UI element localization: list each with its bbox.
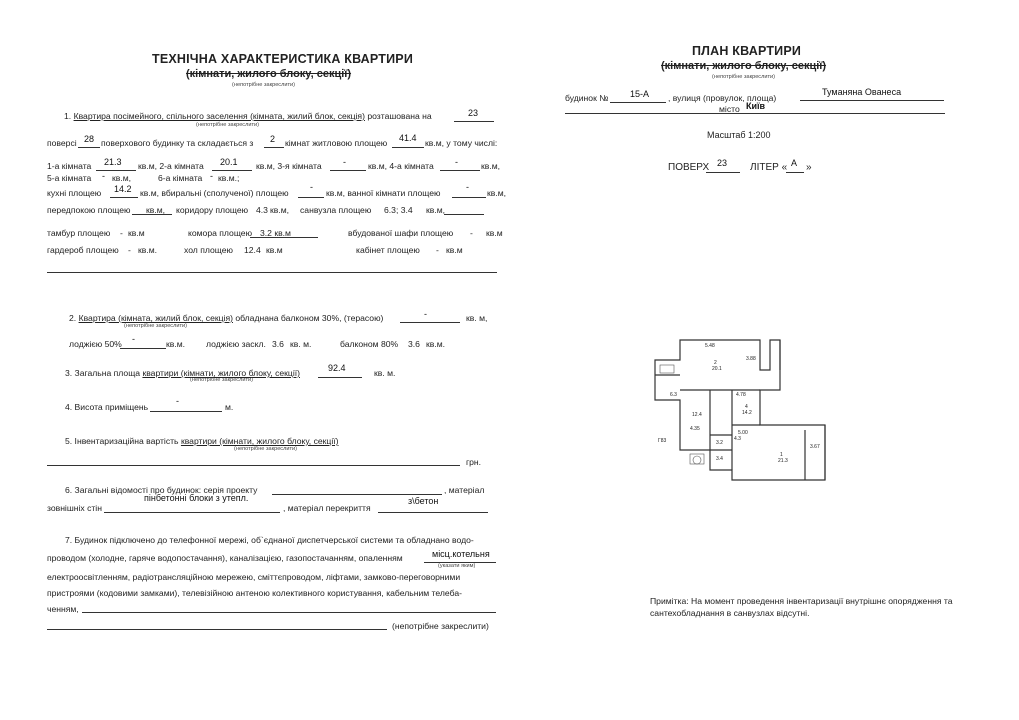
walls-label: зовнішніх стін: [47, 503, 102, 513]
p5-note: (непотрібне закреслити): [234, 446, 298, 452]
balcony80-value: 3.6: [408, 339, 420, 349]
p7-note: (непотрібне закреслити): [392, 621, 489, 631]
p3-note: (непотрібне закреслити): [190, 377, 254, 383]
p3-line: [65, 368, 300, 378]
sanuzel-value: 6.3; 3.4: [384, 205, 413, 215]
room5-value: -: [102, 171, 105, 181]
p6-label: 6. Загальні відомості про будинок: серія проекту: [65, 485, 258, 495]
p1-living-label: кімнат житловою площею: [285, 138, 388, 148]
hall-unit: кв.м,: [146, 205, 166, 215]
street-label: , вулиця (провулок, площа): [668, 93, 777, 103]
scale: Масштаб 1:200: [707, 130, 771, 140]
room4-value: -: [455, 157, 458, 167]
svg-text:1: 1: [780, 452, 783, 458]
tambur-unit: кв.м: [128, 228, 145, 238]
room3-value: -: [343, 157, 346, 167]
room1-value: 21.3: [104, 157, 122, 167]
wc-label: кв.м, вбиральні (сполученої) площею: [140, 188, 289, 198]
room5-label: 5-а кімната: [47, 173, 92, 183]
floors-material: з\бетон: [408, 496, 439, 506]
p7-line3: електроосвітленням, радіотрансляційною мережею, сміттєпроводом, ліфтами, замково-переговорними: [47, 572, 461, 582]
room1-label: 1-а кімната: [47, 161, 92, 171]
room6-unit: кв.м.;: [218, 173, 240, 183]
p3-text: 3. Загальна площа: [65, 368, 143, 378]
p1-floor-label: поверсі: [47, 138, 77, 148]
p3-total: 92.4: [328, 363, 346, 373]
p5-unit: грн.: [466, 457, 482, 467]
svg-text:5.48: 5.48: [705, 343, 715, 349]
p7-heating: місц.котельня: [432, 549, 490, 559]
plan-tag-circle: [693, 456, 701, 464]
p1-building-label: поверхового будинку та складається з: [101, 138, 254, 148]
svg-text:3.4: 3.4: [716, 456, 723, 462]
tambur-label: тамбур площею: [47, 228, 111, 238]
p2-num: 2.: [69, 313, 79, 323]
svg-text:4: 4: [745, 404, 748, 410]
p6-material-label: , матеріал: [444, 485, 485, 495]
p2-text: обладнана балконом 30%, (терасою): [232, 313, 384, 323]
city-label: місто: [719, 104, 740, 114]
loggia50-label: лоджією 50%: [69, 339, 122, 349]
p1-living-area: 41.4: [399, 133, 417, 143]
p7-line1: 7. Будинок підключено до телефонної мережі, об`єднаної диспетчерської системи та обладнано водо-: [65, 535, 474, 545]
sanuzel-unit: кв.м,: [426, 205, 446, 215]
right-note-strike: (непотрібне закреслити): [712, 74, 776, 80]
sanuzel-label: санвузла площею: [300, 205, 372, 215]
liter-end: »: [806, 162, 812, 173]
city-value: Київ: [746, 101, 766, 111]
p7-heating-note: (указати яким): [438, 563, 476, 569]
p1-floors-total: 28: [84, 134, 95, 144]
floor-label: ПОВЕРХ: [668, 162, 710, 173]
loggia50-unit: кв.м.: [166, 339, 186, 349]
svg-text:3.67: 3.67: [810, 444, 820, 450]
right-title: ПЛАН КВАРТИРИ: [692, 44, 802, 58]
bath-value: -: [466, 182, 469, 192]
floors-material-label: , матеріал перекриття: [283, 503, 371, 513]
room4-label: кв.м, 4-а кімната: [368, 161, 434, 171]
left-note-strike: (непотрібне закреслити): [232, 82, 296, 88]
kitchen-label: кухні площею: [47, 188, 102, 198]
house-value: 15-А: [630, 89, 650, 99]
room6-value: -: [210, 171, 213, 181]
kabinet-label: кабінет площею: [356, 245, 420, 255]
svg-text:Г83: Г83: [658, 438, 667, 444]
p2-object: Квартира (кімната, жилий блок, секція): [78, 313, 233, 323]
room4-unit: кв.м,: [481, 161, 501, 171]
p2-line1: [69, 313, 383, 323]
p1-including: кв.м, у тому числі:: [425, 138, 498, 148]
p1-rooms: 2: [270, 134, 276, 144]
wc-value: -: [310, 182, 313, 192]
note-line1: Примітка: На момент проведення інвентаризації внутрішнє опорядження та: [650, 596, 953, 606]
room2-label: кв.м, 2-а кімната: [138, 161, 204, 171]
hol-value: 12.4: [244, 245, 261, 255]
svg-text:20.1: 20.1: [712, 366, 722, 372]
corridor-unit: кв.м,: [270, 205, 290, 215]
loggia-zaskl-label: лоджією заскл.: [206, 339, 266, 349]
hol-label: хол площею: [184, 245, 233, 255]
garderob-label: гардероб площею: [47, 245, 119, 255]
balcony80-label: балконом 80%: [340, 339, 399, 349]
room6-label: 6-а кімната: [158, 173, 203, 183]
street-value: Туманяна Ованеса: [822, 87, 902, 97]
liter-value: А: [791, 158, 798, 168]
p1-num: 1.: [64, 111, 74, 121]
balcony80-unit: кв.м.: [426, 339, 446, 349]
shafy-label: вбудованої шафи площею: [348, 228, 454, 238]
p2-unit: кв. м,: [466, 313, 488, 323]
shafy-unit: кв.м: [486, 228, 503, 238]
svg-text:4.78: 4.78: [736, 392, 746, 398]
kitchen-value: 14.2: [114, 184, 132, 194]
p2-note: (непотрібне закреслити): [124, 323, 188, 329]
kabinet-value: -: [436, 245, 439, 255]
loggia-zaskl-value: 3.6: [272, 339, 284, 349]
room3-label: кв.м, 3-я кімната: [256, 161, 322, 171]
svg-text:2: 2: [714, 360, 717, 366]
p1-object: Квартира посімейного, спільного заселення (кімната, жилий блок, секція): [73, 111, 365, 121]
tambur-value: -: [120, 228, 123, 238]
liter-label: ЛІТЕР «: [750, 162, 788, 173]
shafy-value: -: [470, 228, 473, 238]
p1-floor: 23: [468, 108, 479, 118]
svg-text:5.00: 5.00: [738, 430, 748, 436]
svg-text:4.35: 4.35: [690, 426, 700, 432]
svg-text:14.2: 14.2: [742, 410, 752, 416]
p2-terrace: -: [424, 309, 427, 319]
loggia-zaskl-unit: кв. м.: [290, 339, 312, 349]
p1-line1: [64, 111, 432, 121]
svg-text:12.4: 12.4: [692, 412, 702, 418]
kabinet-unit: кв.м: [446, 245, 463, 255]
komora-value: 3.2 кв.м: [260, 228, 291, 238]
floor-value: 23: [717, 158, 728, 168]
p5-object: квартири (кімнати, жилого блоку, секції): [180, 436, 339, 446]
walls-value: пінбетонні блоки з утепл.: [144, 493, 249, 503]
right-subtitle: (кімнати, жилого блоку, секції): [661, 60, 827, 72]
room5-unit: кв.м,: [112, 173, 132, 183]
bath-unit: кв.м,: [487, 188, 507, 198]
p4-unit: м.: [225, 402, 234, 412]
p4-label: 4. Висота приміщень: [65, 402, 149, 412]
p5-line: [65, 436, 339, 446]
p3-object: квартири (кімнати, жилого блоку, секції): [142, 368, 300, 378]
svg-text:3.2: 3.2: [716, 440, 723, 446]
p3-unit: кв. м.: [374, 368, 396, 378]
floor-plan-drawing: [650, 330, 830, 490]
hol-unit: кв.м: [266, 245, 283, 255]
loggia50-value: -: [132, 334, 135, 344]
p1-note: (непотрібне закреслити): [196, 122, 260, 128]
svg-text:3.88: 3.88: [746, 356, 756, 362]
p4-value: -: [176, 396, 179, 406]
svg-text:4.3: 4.3: [734, 436, 741, 442]
p7-line4: пристроями (кодовими замками), телевізійною антеною колективного користування, кабельним телеба-: [47, 588, 462, 598]
hall-label: передпокою площею: [47, 205, 131, 215]
svg-text:21.3: 21.3: [778, 458, 788, 464]
bath-label: кв.м, ванної кімнати площею: [326, 188, 441, 198]
room2-value: 20.1: [220, 157, 238, 167]
corridor-value: 4.3: [256, 205, 268, 215]
p7-line5: ченням,: [47, 604, 79, 614]
left-subtitle: (кімнати, жилого блоку, секції): [186, 68, 352, 80]
svg-text:6.3: 6.3: [670, 392, 677, 398]
garderob-unit: кв.м.: [138, 245, 158, 255]
p5-text: 5. Інвентаризаційна вартість: [65, 436, 181, 446]
house-label: будинок №: [565, 93, 609, 103]
garderob-value: -: [128, 245, 131, 255]
p7-line2: проводом (холодне, гаряче водопостачання), каналізацією, газопостачанням, опаленням: [47, 553, 403, 563]
corridor-label: коридору площею: [176, 205, 249, 215]
p1-located: розташована на: [364, 111, 432, 121]
left-title: ТЕХНІЧНА ХАРАКТЕРИСТИКА КВАРТИРИ: [152, 52, 414, 66]
komora-label: комора площею: [188, 228, 253, 238]
note-line2: сантехобладнання в санвузлах відсутні.: [650, 608, 810, 618]
